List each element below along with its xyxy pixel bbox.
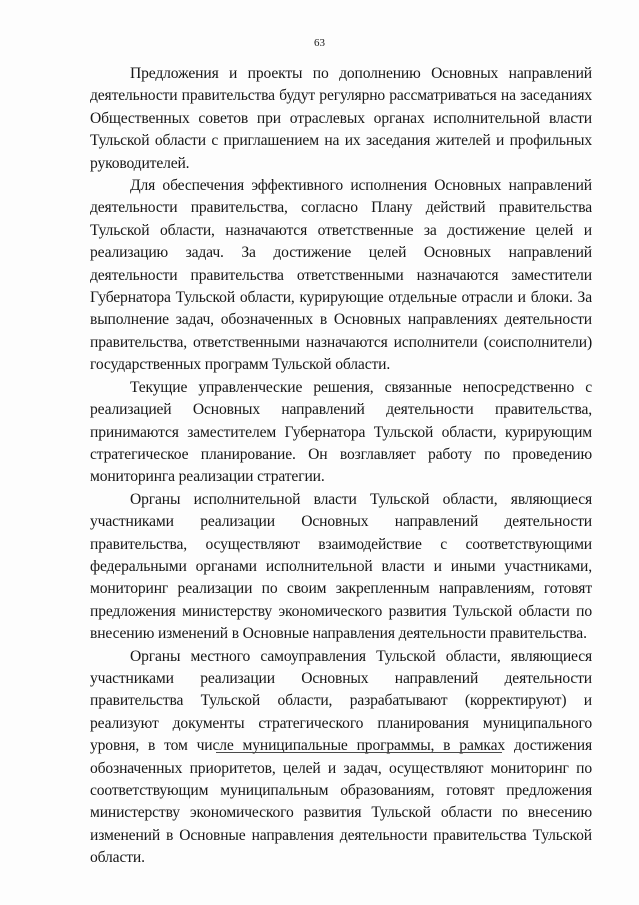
page-number: 63 (314, 37, 325, 49)
paragraph-responsibility: Для обеспечения эффективного исполнения Основных направлений деятельности правительства, согласно Плану действий правительства Тульской области, назначаются ответственные за достижение целей и реализацию задач. За достижение целей Основных направлений деятельности правительства ответственными назначаются заместители Губернатора Тульской области, курирующие отдельные отрасли и блоки. За выполнение задач, обозначенных в Основных направлениях деятельности правительства, ответственными назначаются исполнители (соисполнители) государственных программ Тульской области. (90, 177, 592, 374)
closing-rule-divider (216, 752, 502, 753)
paragraph-proposals: Предложения и проекты по дополнению Основных направлений деятельности правительства будут регулярно рассматриваться на заседаниях Общественных советов при отраслевых органах исполнительной власти Тульской области с приглашением на их заседания жителей и профильных руководителей. (90, 65, 592, 172)
document-body (90, 63, 592, 870)
paragraph-local-government: Органы местного самоуправления Тульской области, являющиеся участниками реализации Основных направлений деятельности правительства Тульской области, разрабатывают (корректируют) и реализуют документы стратегического планирования муниципального уровня, в том числе муниципальные программы, в рамках достижения обозначенных приоритетов, целей и задач, осуществляют мониторинг по соответствующим муниципальным образованиям, готовят предложения министерству экономического развития Тульской области по внесению изменений в Основные направления деятельности правительства Тульской области. (90, 647, 592, 867)
paragraph-executive-bodies: Органы исполнительной власти Тульской области, являющиеся участниками реализации Основных направлений деятельности правительства, осуществляют взаимодействие с соответствующими федеральными органами исполнительной власти и иными участниками, мониторинг реализации по своим закрепленным направлениям, готовят предложения министерству экономического развития Тульской области по внесению изменений в Основные направления деятельности правительства. (90, 490, 592, 643)
paragraph-management-decisions: Текущие управленческие решения, связанные непосредственно с реализацией Основных направлений деятельности правительства, принимаются заместителем Губернатора Тульской области, курирующим стратегическое планирование. Он возглавляет работу по проведению мониторинга реализации стратегии. (90, 378, 592, 486)
